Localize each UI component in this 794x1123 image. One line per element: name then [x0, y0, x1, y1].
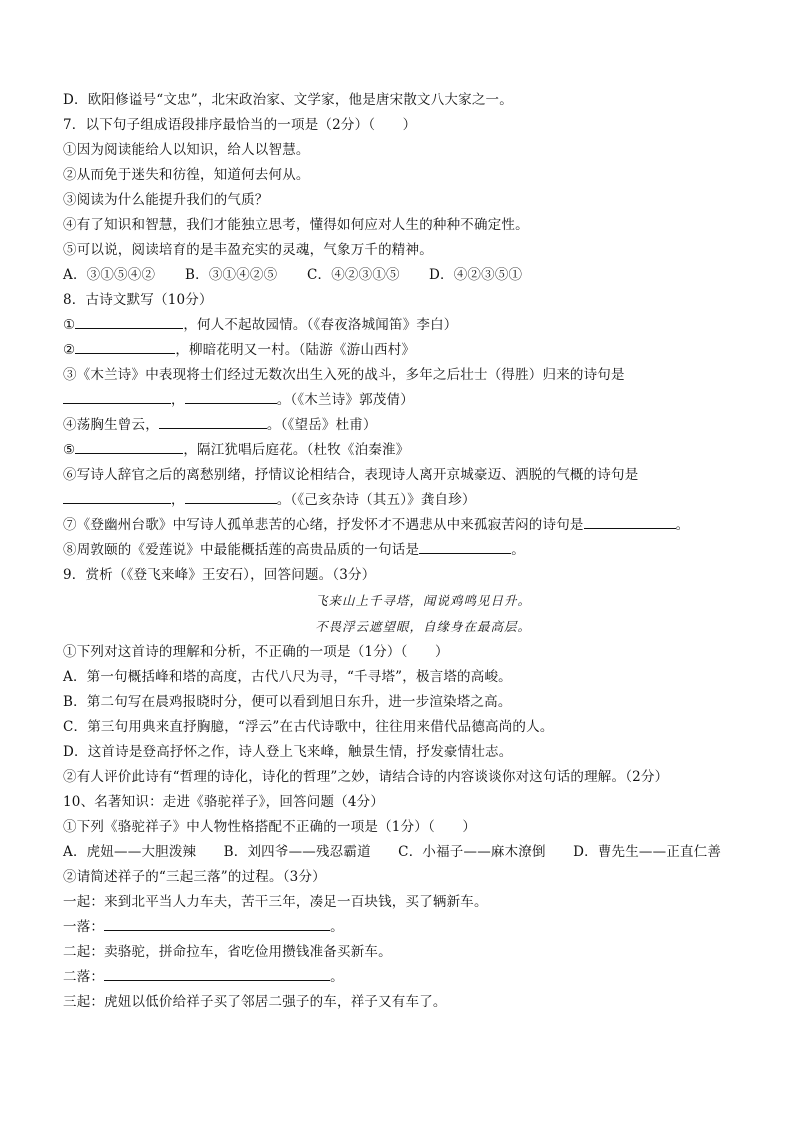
q8-item-1: ① ，何人不起故园情。（《春夜洛城闻笛》李白）	[63, 313, 743, 338]
q9-title: 9．赏析（《登飞来峰》王安石），回答问题。（3分）	[63, 567, 376, 583]
q10-sub-1: ①下列《骆驼祥子》中人物性格搭配不正确的一项是（1分）（ ）	[63, 819, 477, 835]
poem-line-1: 飞来山上千寻塔，闻说鸡鸣见日升。	[314, 593, 531, 608]
q9-sub-2: ②有人评价此诗有“哲理的诗化，诗化的哲理”之妙，请结合诗的内容谈谈你对这句话的理解。（2分）	[63, 769, 669, 785]
answer-blank[interactable]	[75, 313, 183, 329]
q9-option-b[interactable]: B．第二句写在晨鸡报晓时分，便可以看到旭日东升，进一步渲染塔之高。	[63, 694, 512, 710]
answer-blank[interactable]	[63, 488, 171, 504]
q7-sentence-1: ①因为阅读能给人以知识，给人以智慧。	[63, 142, 310, 158]
poem-line-2: 不畏浮云遮望眼，自缘身在最高层。	[314, 619, 531, 634]
q10-fall-2: 二落： 。	[63, 965, 743, 990]
answer-blank[interactable]	[159, 413, 267, 429]
q8-item-3-answer: ， 。（《木兰诗》郭茂倩）	[63, 388, 743, 413]
answer-blank[interactable]	[75, 338, 175, 354]
q10-rise-1: 一起：来到北平当人力车夫，苦干三年，凑足一百块钱，买了辆新车。	[63, 894, 488, 910]
q7-option-d[interactable]: D．④②③⑤①	[429, 267, 523, 283]
q8-title: 8．古诗文默写（10分）	[63, 292, 213, 308]
q7-sentence-2: ②从而免于迷失和彷徨，知道何去何从。	[63, 167, 310, 183]
q10-sub-2: ②请简述祥子的“三起三落”的过程。（3分）	[63, 869, 326, 885]
q7-option-a[interactable]: A．③①⑤④②	[63, 267, 156, 283]
q7-title: 7．以下句子组成语段排序最恰当的一项是（2分）（ ）	[63, 117, 417, 133]
answer-blank[interactable]	[185, 488, 277, 504]
q6-option-d: D．欧阳修谥号“文忠”，北宋政治家、文学家，他是唐宋散文八大家之一。	[63, 92, 513, 108]
q10-fall-1: 一落： 。	[63, 915, 743, 940]
answer-blank[interactable]	[584, 513, 676, 529]
q8-item-4: ④荡胸生曾云， 。（《望岳》杜甫）	[63, 413, 743, 438]
q8-item-3-prompt: ③《木兰诗》中表现将士们经过无数次出生入死的战斗，多年之后壮士（得胜）归来的诗句是	[63, 367, 625, 383]
q9-option-c[interactable]: C．第三句用典来直抒胸臆，“浮云”在古代诗歌中，往往用来借代品德高尚的人。	[63, 719, 554, 735]
answer-blank[interactable]	[75, 438, 183, 454]
q8-item-5: ⑤ ，隔江犹唱后庭花。（杜牧《泊秦淮》	[63, 438, 743, 463]
q10-rise-2: 二起：卖骆驼，拼命拉车，省吃俭用攒钱准备买新车。	[63, 944, 392, 960]
q8-item-2: ② ，柳暗花明又一村。（陆游《游山西村》	[63, 338, 743, 363]
q7-options	[63, 263, 743, 288]
q7-sentence-3: ③阅读为什么能提升我们的气质？	[63, 192, 269, 208]
answer-blank[interactable]	[104, 915, 330, 931]
q9-sub-1: ①下列对这首诗的理解和分析，不正确的一项是（1分）（ ）	[63, 644, 449, 660]
q8-item-8: ⑧周敦颐的《爱莲说》中最能概括莲的高贵品质的一句话是 。	[63, 538, 743, 563]
q10-rise-3: 三起：虎妞以低价给祥子买了邻居二强子的车，祥子又有车了。	[63, 994, 447, 1010]
q7-sentence-5: ⑤可以说，阅读培育的是丰盈充实的灵魂，气象万千的精神。	[63, 242, 433, 258]
answer-blank[interactable]	[419, 538, 511, 554]
q10-title: 10、名著知识：走进《骆驼祥子》，回答问题（4分）	[63, 794, 385, 810]
q9-option-d[interactable]: D．这首诗是登高抒怀之作，诗人登上飞来峰，触景生情，抒发豪情壮志。	[63, 744, 513, 760]
answer-blank[interactable]	[185, 388, 277, 404]
q9-option-a[interactable]: A．第一句概括峰和塔的高度，古代八尺为寻，“千寻塔”，极言塔的高峻。	[63, 669, 512, 685]
q7-option-b[interactable]: B．③①④②⑤	[185, 267, 278, 283]
q10-options[interactable]: A．虎妞——大胆泼辣 B．刘四爷——残忍霸道 C．小福子——麻木潦倒 D．曹先生——正直仁善	[63, 844, 722, 860]
q8-item-6-prompt: ⑥写诗人辞官之后的离愁别绪，抒情议论相结合，表现诗人离开京城豪迈、洒脱的气概的诗句是	[63, 467, 639, 483]
answer-blank[interactable]	[63, 388, 171, 404]
q8-item-6-answer: ， 。（《己亥杂诗（其五）》龚自珍）	[63, 488, 743, 513]
q7-option-c[interactable]: C．④②③①⑤	[307, 267, 400, 283]
q7-sentence-4: ④有了知识和智慧，我们才能独立思考，懂得如何应对人生的种种不确定性。	[63, 217, 529, 233]
q8-item-7: ⑦《登幽州台歌》中写诗人孤单悲苦的心绪，抒发怀才不遇悲从中来孤寂苦闷的诗句是 。	[63, 513, 743, 538]
page-content	[63, 88, 743, 1015]
answer-blank[interactable]	[104, 965, 330, 981]
